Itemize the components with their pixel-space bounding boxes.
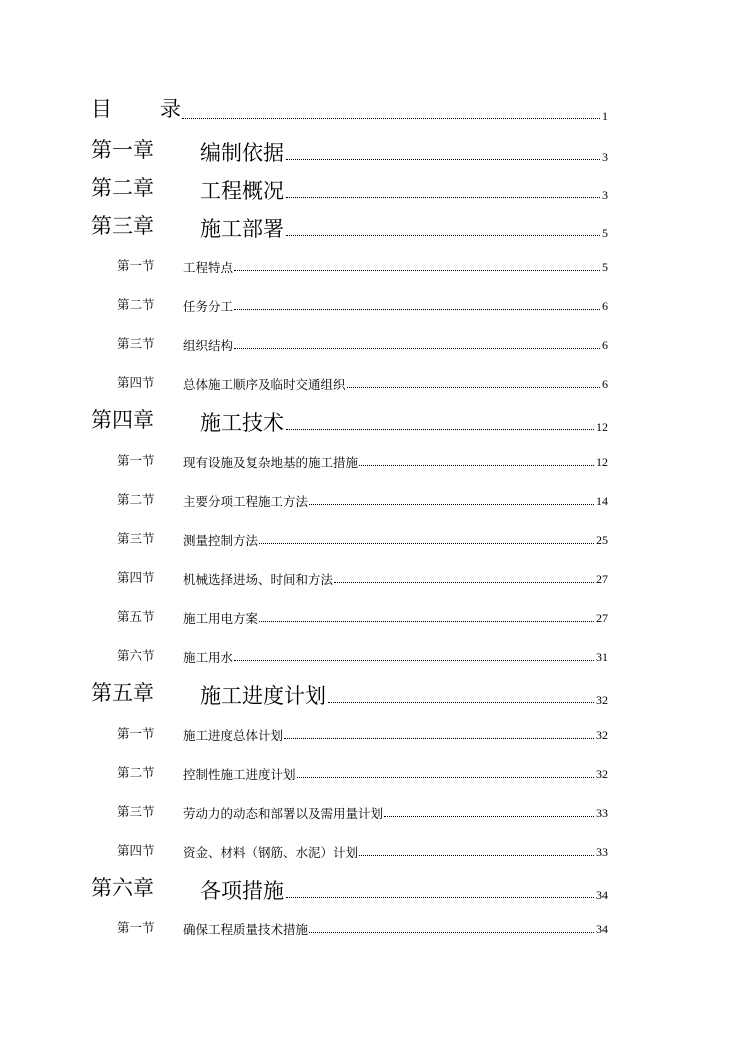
dot-leader — [286, 897, 594, 898]
chapter-number: 第三章 — [91, 214, 154, 238]
dot-leader — [286, 235, 600, 236]
section-number: 第五节 — [117, 609, 155, 624]
toc-chapter-entry[interactable] — [0, 874, 608, 904]
toc-heading[interactable] — [0, 95, 608, 125]
section-title: 机械选择进场、时间和方法 — [183, 572, 334, 587]
dot-leader — [182, 118, 600, 119]
page-number: 32 — [596, 728, 608, 742]
chapter-title: 编制依据 — [200, 141, 284, 165]
dot-leader — [259, 543, 594, 544]
section-title: 劳动力的动态和部署以及需用量计划 — [183, 806, 384, 821]
chapter-number: 第二章 — [91, 176, 154, 200]
chapter-title: 施工技术 — [200, 411, 284, 435]
dot-leader — [259, 621, 594, 622]
page-number: 5 — [602, 226, 608, 240]
section-number: 第二节 — [117, 765, 155, 780]
toc-section-entry[interactable] — [0, 256, 608, 276]
section-title: 控制性施工进度计划 — [183, 767, 296, 782]
toc-section-entry[interactable] — [0, 763, 608, 783]
page-number: 34 — [596, 888, 608, 902]
page-number: 33 — [596, 845, 608, 859]
section-title: 测量控制方法 — [183, 533, 259, 548]
page-number: 14 — [596, 494, 608, 508]
toc-chapter-entry[interactable] — [0, 406, 608, 436]
toc-section-entry[interactable] — [0, 490, 608, 510]
section-number: 第四节 — [117, 570, 155, 585]
page-number: 1 — [602, 109, 608, 123]
section-title: 组织结构 — [183, 338, 234, 353]
page-number: 6 — [602, 338, 608, 352]
chapter-number: 第六章 — [91, 876, 154, 900]
toc-chapter-entry[interactable] — [0, 212, 608, 242]
toc-section-entry[interactable] — [0, 646, 608, 666]
page-number: 31 — [596, 650, 608, 664]
dot-leader — [309, 932, 594, 933]
section-title: 工程特点 — [183, 260, 234, 275]
dot-leader — [359, 855, 594, 856]
chapter-title: 施工进度计划 — [200, 684, 326, 708]
dot-leader — [347, 387, 600, 388]
dot-leader — [286, 159, 600, 160]
toc-section-entry[interactable] — [0, 841, 608, 861]
page-number: 33 — [596, 806, 608, 820]
section-number: 第一节 — [117, 726, 155, 741]
chapter-title: 施工部署 — [200, 217, 284, 241]
page-number: 25 — [596, 533, 608, 547]
toc-chapter-entry[interactable] — [0, 174, 608, 204]
section-title: 任务分工 — [183, 299, 234, 314]
page-number: 6 — [602, 299, 608, 313]
page-number: 3 — [602, 150, 608, 164]
chapter-number: 第四章 — [91, 408, 154, 432]
section-title: 总体施工顺序及临时交通组织 — [183, 377, 346, 392]
page-number: 12 — [596, 455, 608, 469]
dot-leader — [234, 270, 600, 271]
toc-section-entry[interactable] — [0, 295, 608, 315]
section-title: 现有设施及复杂地基的施工措施 — [183, 455, 359, 470]
section-title: 资金、材料（钢筋、水泥）计划 — [183, 845, 359, 860]
toc-section-entry[interactable] — [0, 724, 608, 744]
page-number: 27 — [596, 572, 608, 586]
dot-leader — [286, 197, 600, 198]
chapter-number: 第五章 — [91, 681, 154, 705]
section-title: 施工用电方案 — [183, 611, 259, 626]
dot-leader — [234, 660, 594, 661]
chapter-number: 第一章 — [91, 138, 154, 162]
section-number: 第三节 — [117, 531, 155, 546]
toc-section-entry[interactable] — [0, 802, 608, 822]
page-number: 5 — [602, 260, 608, 274]
toc-heading-title: 目 录 — [91, 97, 181, 121]
section-number: 第一节 — [117, 920, 155, 935]
dot-leader — [309, 504, 594, 505]
dot-leader — [359, 465, 594, 466]
section-number: 第二节 — [117, 492, 155, 507]
page-number: 3 — [602, 188, 608, 202]
dot-leader — [334, 582, 594, 583]
toc-chapter-entry[interactable] — [0, 679, 608, 709]
section-number: 第六节 — [117, 648, 155, 663]
dot-leader — [384, 816, 594, 817]
toc-section-entry[interactable] — [0, 451, 608, 471]
toc-section-entry[interactable] — [0, 607, 608, 627]
section-number: 第一节 — [117, 453, 155, 468]
section-number: 第二节 — [117, 297, 155, 312]
page-number: 34 — [596, 922, 608, 936]
toc-section-entry[interactable] — [0, 918, 608, 938]
section-title: 主要分项工程施工方法 — [183, 494, 309, 509]
section-number: 第一节 — [117, 258, 155, 273]
dot-leader — [286, 429, 594, 430]
toc-section-entry[interactable] — [0, 529, 608, 549]
section-title: 施工用水 — [183, 650, 234, 665]
section-title: 确保工程质量技术措施 — [183, 922, 309, 937]
chapter-title: 各项措施 — [200, 879, 284, 903]
toc-section-entry[interactable] — [0, 334, 608, 354]
section-number: 第四节 — [117, 375, 155, 390]
section-number: 第四节 — [117, 843, 155, 858]
dot-leader — [234, 309, 600, 310]
page-number: 32 — [596, 693, 608, 707]
section-number: 第三节 — [117, 804, 155, 819]
chapter-title: 工程概况 — [200, 179, 284, 203]
dot-leader — [234, 348, 600, 349]
page-number: 27 — [596, 611, 608, 625]
toc-chapter-entry[interactable] — [0, 136, 608, 166]
dot-leader — [328, 702, 594, 703]
page-number: 32 — [596, 767, 608, 781]
section-title: 施工进度总体计划 — [183, 728, 284, 743]
dot-leader — [284, 738, 594, 739]
toc-section-entry[interactable] — [0, 373, 608, 393]
page-number: 12 — [596, 420, 608, 434]
dot-leader — [297, 777, 594, 778]
toc-section-entry[interactable] — [0, 568, 608, 588]
section-number: 第三节 — [117, 336, 155, 351]
page-number: 6 — [602, 377, 608, 391]
